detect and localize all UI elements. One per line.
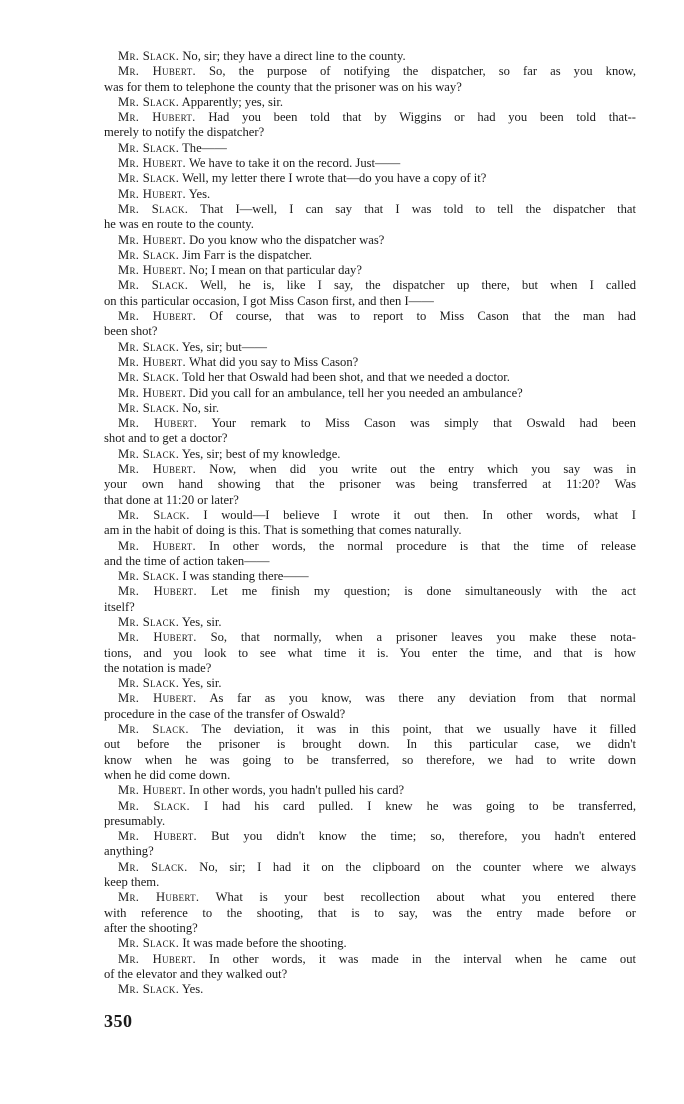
speaker-name: Mr. Slack. bbox=[118, 798, 190, 813]
speaker-name: Mr. Hubert. bbox=[118, 951, 196, 966]
line-text: The—— bbox=[182, 140, 227, 155]
transcript-line bbox=[104, 554, 636, 569]
line-text: I would—I believe I wrote it out then. In other words, what I bbox=[203, 507, 636, 522]
transcript-line bbox=[104, 324, 636, 339]
transcript-line bbox=[104, 691, 636, 706]
speaker-name: Mr. Hubert. bbox=[118, 186, 187, 201]
transcript-line bbox=[104, 401, 636, 416]
transcript-line bbox=[104, 844, 636, 859]
speaker-name: Mr. Slack. bbox=[118, 859, 188, 874]
transcript-line bbox=[104, 386, 636, 401]
line-text: No, sir; they have a direct line to the county. bbox=[182, 49, 406, 63]
line-text: know when he was going to be transferred, so therefore, we had to write down bbox=[104, 752, 636, 767]
speaker-name: Mr. Slack. bbox=[118, 49, 180, 63]
line-text: Well, my letter there I wrote that—do you have a copy of it? bbox=[182, 171, 487, 186]
transcript-line bbox=[104, 814, 636, 829]
transcript-line bbox=[104, 921, 636, 936]
speaker-name: Mr. Hubert. bbox=[118, 416, 198, 431]
speaker-name: Mr. Slack. bbox=[118, 446, 180, 461]
speaker-name: Mr. Slack. bbox=[118, 569, 180, 584]
transcript-line bbox=[104, 753, 636, 768]
transcript-line bbox=[104, 799, 636, 814]
transcript-line bbox=[104, 952, 636, 967]
transcript-line bbox=[104, 355, 636, 370]
speaker-name: Mr. Slack. bbox=[118, 201, 189, 216]
transcript-line bbox=[104, 615, 636, 630]
speaker-name: Mr. Slack. bbox=[118, 94, 180, 109]
line-text: Yes. bbox=[188, 186, 211, 201]
line-text: been shot? bbox=[104, 324, 158, 339]
line-text: It was made before the shooting. bbox=[182, 936, 347, 951]
transcript-line bbox=[104, 584, 636, 599]
transcript-line bbox=[104, 906, 636, 921]
speaker-name: Mr. Hubert. bbox=[118, 538, 196, 553]
line-text: Yes. bbox=[181, 982, 204, 997]
line-text: No; I mean on that particular day? bbox=[189, 263, 362, 278]
transcript-line bbox=[104, 829, 636, 844]
transcript-line bbox=[104, 462, 636, 477]
transcript-line bbox=[104, 523, 636, 538]
line-text: presumably. bbox=[104, 813, 166, 828]
speaker-name: Mr. Hubert. bbox=[118, 263, 187, 278]
line-text: when he did come down. bbox=[104, 767, 231, 782]
speaker-name: Mr. Hubert. bbox=[118, 584, 197, 599]
speaker-name: Mr. Slack. bbox=[118, 171, 180, 186]
transcript-line bbox=[104, 263, 636, 278]
speaker-name: Mr. Slack. bbox=[118, 339, 180, 354]
line-text: Had you been told that by Wiggins or had you been told that-- bbox=[208, 110, 636, 125]
line-text: That I—well, I can say that I was told to tell the dispatcher that bbox=[200, 201, 636, 216]
line-text: In other words, the normal procedure is that the time of release bbox=[209, 538, 636, 553]
transcript-line bbox=[104, 600, 636, 615]
line-text: and the time of action taken—— bbox=[104, 553, 270, 568]
speaker-name: Mr. Slack. bbox=[118, 247, 180, 262]
line-text: am in the habit of doing is this. That is something that comes naturally. bbox=[104, 523, 462, 538]
line-text: What did you say to Miss Cason? bbox=[188, 354, 359, 369]
transcript-line bbox=[104, 309, 636, 324]
transcript-line bbox=[104, 95, 636, 110]
line-text: The deviation, it was in this point, that we usually have it filled bbox=[201, 722, 636, 737]
transcript-line bbox=[104, 569, 636, 584]
speaker-name: Mr. Slack. bbox=[118, 140, 180, 155]
line-text: No, sir. bbox=[182, 400, 220, 415]
line-text: of the elevator and they walked out? bbox=[104, 966, 288, 981]
transcript-line bbox=[104, 493, 636, 508]
speaker-name: Mr. Slack. bbox=[118, 982, 180, 997]
line-text: No, sir; I had it on the clipboard on the counter where we always bbox=[199, 859, 636, 874]
line-text: after the shooting? bbox=[104, 920, 198, 935]
line-text: tions, and you look to see what time it is. You enter the time, and that is how bbox=[104, 645, 636, 660]
line-text: Yes, sir. bbox=[181, 614, 222, 629]
speaker-name: Mr. Slack. bbox=[118, 614, 180, 629]
transcript-line bbox=[104, 416, 636, 431]
speaker-name: Mr. Hubert. bbox=[118, 309, 197, 324]
line-text: out before the prisoner is brought down. In this particular case, we didn't bbox=[104, 737, 636, 752]
line-text: Apparently; yes, sir. bbox=[181, 94, 284, 109]
transcript-line bbox=[104, 860, 636, 875]
transcript-line bbox=[104, 447, 636, 462]
speaker-name: Mr. Hubert. bbox=[118, 354, 187, 369]
transcript-line bbox=[104, 217, 636, 232]
transcript-line bbox=[104, 936, 636, 951]
transcript-line bbox=[104, 187, 636, 202]
speaker-name: Mr. Hubert. bbox=[118, 64, 196, 79]
speaker-name: Mr. Hubert. bbox=[118, 385, 187, 400]
line-text: Yes, sir; but—— bbox=[181, 339, 267, 354]
transcript-line bbox=[104, 890, 636, 905]
line-text: We have to take it on the record. Just—— bbox=[188, 156, 401, 171]
line-text: with reference to the shooting, that is to say, was the entry made before or bbox=[104, 905, 636, 920]
transcript-line bbox=[104, 278, 636, 293]
line-text: In other words, it was made in the interval when he came out bbox=[209, 951, 636, 966]
line-text: shot and to get a doctor? bbox=[104, 431, 228, 446]
speaker-name: Mr. Slack. bbox=[118, 507, 190, 522]
transcript-line bbox=[104, 125, 636, 140]
line-text: Did you call for an ambulance, tell her you needed an ambulance? bbox=[189, 385, 523, 400]
transcript-line bbox=[104, 49, 636, 64]
page-number: 350 bbox=[104, 1011, 133, 1031]
line-text: that done at 11:20 or later? bbox=[104, 492, 239, 507]
speaker-name: Mr. Slack. bbox=[118, 676, 180, 691]
speaker-name: Mr. Slack. bbox=[118, 370, 180, 385]
transcript-line bbox=[104, 141, 636, 156]
line-text: Now, when did you write out the entry which you say was in bbox=[209, 462, 636, 477]
transcript-line bbox=[104, 64, 636, 79]
transcript-line bbox=[104, 967, 636, 982]
line-text: the notation is made? bbox=[104, 660, 212, 675]
line-text: In other words, you hadn't pulled his card? bbox=[189, 783, 405, 798]
line-text: But you didn't know the time; so, therefore, you hadn't entered bbox=[211, 829, 636, 844]
transcript-line bbox=[104, 233, 636, 248]
speaker-name: Mr. Hubert. bbox=[118, 829, 197, 844]
transcript-line bbox=[104, 80, 636, 95]
transcript-line bbox=[104, 875, 636, 890]
line-text: I was standing there—— bbox=[182, 569, 309, 584]
line-text: on this particular occasion, I got Miss Cason first, and then I—— bbox=[104, 293, 434, 308]
transcript-line bbox=[104, 783, 636, 798]
transcript-line bbox=[104, 737, 636, 752]
line-text: Yes, sir; best of my knowledge. bbox=[181, 446, 341, 461]
transcript-line bbox=[104, 508, 636, 523]
speaker-name: Mr. Slack. bbox=[118, 722, 189, 737]
speaker-name: Mr. Hubert. bbox=[118, 691, 197, 706]
transcript-line bbox=[104, 294, 636, 309]
line-text: Do you know who the dispatcher was? bbox=[189, 232, 385, 247]
speaker-name: Mr. Hubert. bbox=[118, 630, 197, 645]
line-text: Yes, sir. bbox=[181, 676, 222, 691]
transcript-line bbox=[104, 202, 636, 217]
line-text: So, that normally, when a prisoner leaves you make these nota- bbox=[210, 630, 636, 645]
speaker-name: Mr. Hubert. bbox=[118, 110, 196, 125]
speaker-name: Mr. Slack. bbox=[118, 936, 180, 951]
speaker-name: Mr. Hubert. bbox=[118, 156, 187, 171]
transcript-line bbox=[104, 171, 636, 186]
line-text: As far as you know, was there any deviation from that normal bbox=[209, 691, 636, 706]
line-text: What is your best recollection about what you entered there bbox=[215, 890, 636, 905]
line-text: itself? bbox=[104, 599, 135, 614]
transcript-line bbox=[104, 248, 636, 263]
transcript-line bbox=[104, 477, 636, 492]
line-text: Jim Farr is the dispatcher. bbox=[182, 247, 313, 262]
line-text: Well, he is, like I say, the dispatcher up there, but when I called bbox=[200, 278, 636, 293]
transcript-line bbox=[104, 707, 636, 722]
transcript-line bbox=[104, 340, 636, 355]
transcript-line bbox=[104, 646, 636, 661]
speaker-name: Mr. Slack. bbox=[118, 400, 180, 415]
line-text: Your remark to Miss Cason was simply that Oswald had been bbox=[211, 416, 636, 431]
transcript-line bbox=[104, 156, 636, 171]
line-text: Let me finish my question; is done simultaneously with the act bbox=[210, 584, 636, 599]
line-text: I had his card pulled. I knew he was going to be transferred, bbox=[203, 798, 636, 813]
line-text: Told her that Oswald had been shot, and that we needed a doctor. bbox=[182, 370, 510, 385]
transcript-line bbox=[104, 431, 636, 446]
transcript-line bbox=[104, 722, 636, 737]
transcript-line bbox=[104, 110, 636, 125]
line-text: merely to notify the dispatcher? bbox=[104, 125, 265, 140]
speaker-name: Mr. Slack. bbox=[118, 278, 189, 293]
speaker-name: Mr. Hubert. bbox=[118, 783, 187, 798]
line-text: keep them. bbox=[104, 875, 160, 890]
transcript-line bbox=[104, 661, 636, 676]
line-text: So, the purpose of notifying the dispatcher, so far as you know, bbox=[209, 64, 636, 79]
transcript-line bbox=[104, 370, 636, 385]
speaker-name: Mr. Hubert. bbox=[118, 462, 197, 477]
transcript-line bbox=[104, 768, 636, 783]
line-text: your own hand showing that the prisoner was being transferred at 11:20? Was bbox=[104, 477, 636, 492]
line-text: anything? bbox=[104, 844, 154, 859]
transcript-line bbox=[104, 676, 636, 691]
line-text: he was en route to the county. bbox=[104, 217, 254, 232]
speaker-name: Mr. Hubert. bbox=[118, 890, 200, 905]
line-text: procedure in the case of the transfer of Oswald? bbox=[104, 706, 346, 721]
transcript-line bbox=[104, 982, 636, 997]
testimony-transcript bbox=[104, 49, 636, 997]
transcript-line bbox=[104, 630, 636, 645]
line-text: was for them to telephone the county that the prisoner was on his way? bbox=[104, 79, 462, 94]
transcript-line bbox=[104, 539, 636, 554]
speaker-name: Mr. Hubert. bbox=[118, 232, 187, 247]
line-text: Of course, that was to report to Miss Cason that the man had bbox=[209, 309, 636, 324]
